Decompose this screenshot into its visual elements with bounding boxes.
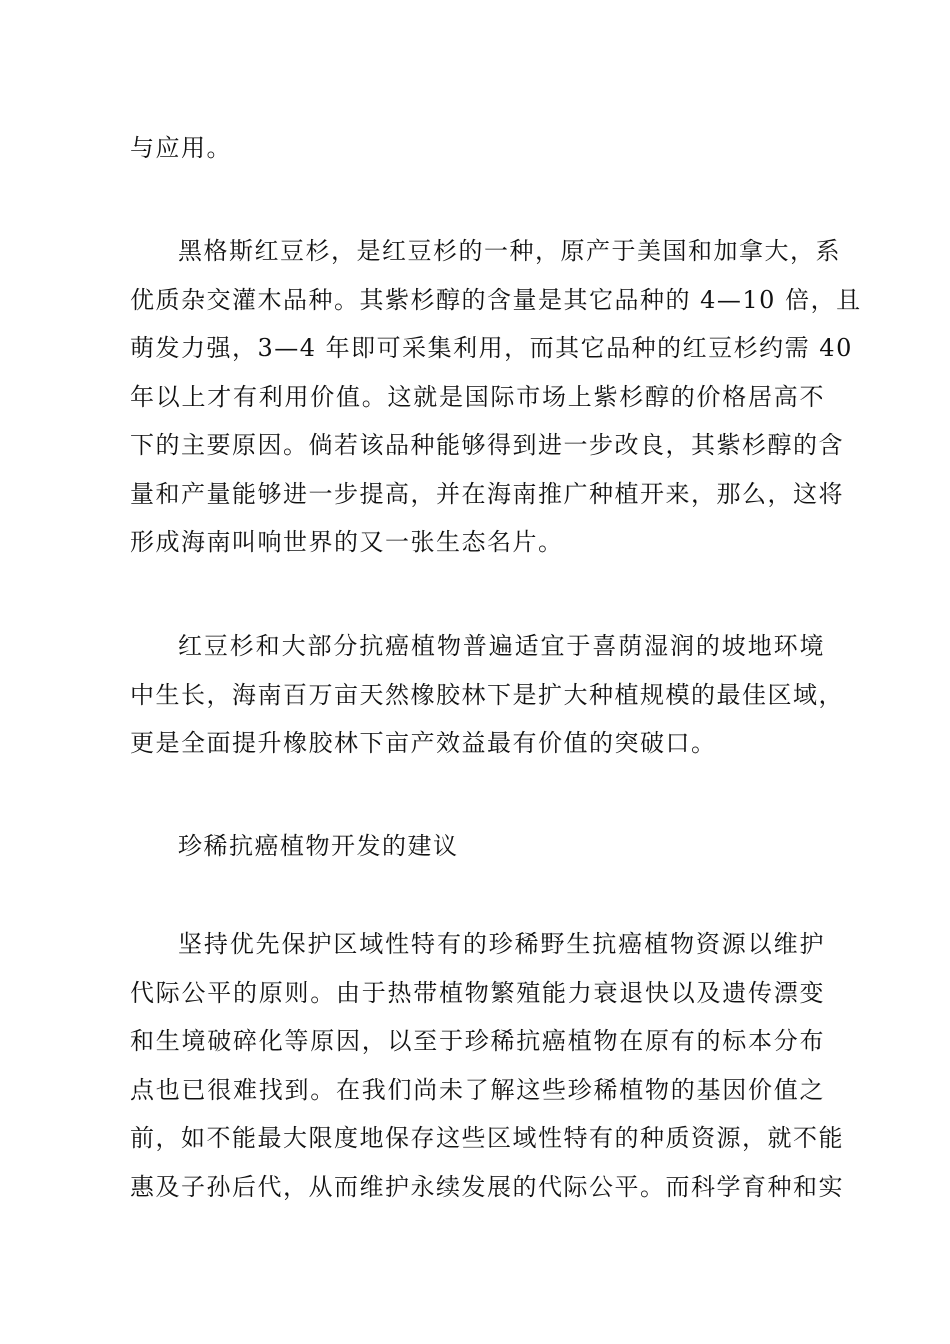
paragraph-line: 前，如不能最大限度地保存这些区域性特有的种质资源，就不能 <box>130 1124 844 1152</box>
paragraph-growing-environment <box>130 622 844 768</box>
section-heading <box>130 822 825 871</box>
paragraph-line: 量和产量能够进一步提高，并在海南推广种植开来，那么，这将 <box>130 479 844 508</box>
paragraph-line: 与应用。 <box>130 134 232 162</box>
section-heading-text: 珍稀抗癌植物开发的建议 <box>178 832 459 860</box>
paragraph-line: 黑格斯红豆杉，是红豆杉的一种，原产于美国和加拿大，系 <box>178 237 841 265</box>
paragraph-line: 红豆杉和大部分抗癌植物普遍适宜于喜荫湿润的坡地环境 <box>178 632 825 660</box>
paragraph-yew-variety <box>130 227 862 567</box>
paragraph-line: 代际公平的原则。由于热带植物繁殖能力衰退快以及遗传漂变 <box>130 978 825 1007</box>
paragraph-continuation <box>130 124 825 173</box>
paragraph-line: 惠及子孙后代，从而维护永续发展的代际公平。而科学育种和实 <box>130 1172 844 1201</box>
paragraph-line: 萌发力强，3—4 年即可采集利用，而其它品种的红豆杉约需 40 <box>130 334 853 362</box>
paragraph-line: 点也已很难找到。在我们尚未了解这些珍稀植物的基因价值之 <box>130 1075 825 1104</box>
paragraph-line: 坚持优先保护区域性特有的珍稀野生抗癌植物资源以维护 <box>178 930 825 958</box>
paragraph-line: 优质杂交灌木品种。其紫杉醇的含量是其它品种的 4—10 倍，且 <box>130 285 862 314</box>
paragraph-line: 形成海南叫响世界的又一张生态名片。 <box>130 528 564 556</box>
paragraph-protection-advice <box>130 920 844 1211</box>
paragraph-line: 和生境破碎化等原因，以至于珍稀抗癌植物在原有的标本分布 <box>130 1027 825 1055</box>
paragraph-line: 中生长，海南百万亩天然橡胶林下是扩大种植规模的最佳区域， <box>130 680 844 709</box>
paragraph-line: 下的主要原因。倘若该品种能够得到进一步改良，其紫杉醇的含 <box>130 431 844 459</box>
paragraph-line: 年以上才有利用价值。这就是国际市场上紫杉醇的价格居高不 <box>130 382 825 411</box>
paragraph-line: 更是全面提升橡胶林下亩产效益最有价值的突破口。 <box>130 729 717 757</box>
